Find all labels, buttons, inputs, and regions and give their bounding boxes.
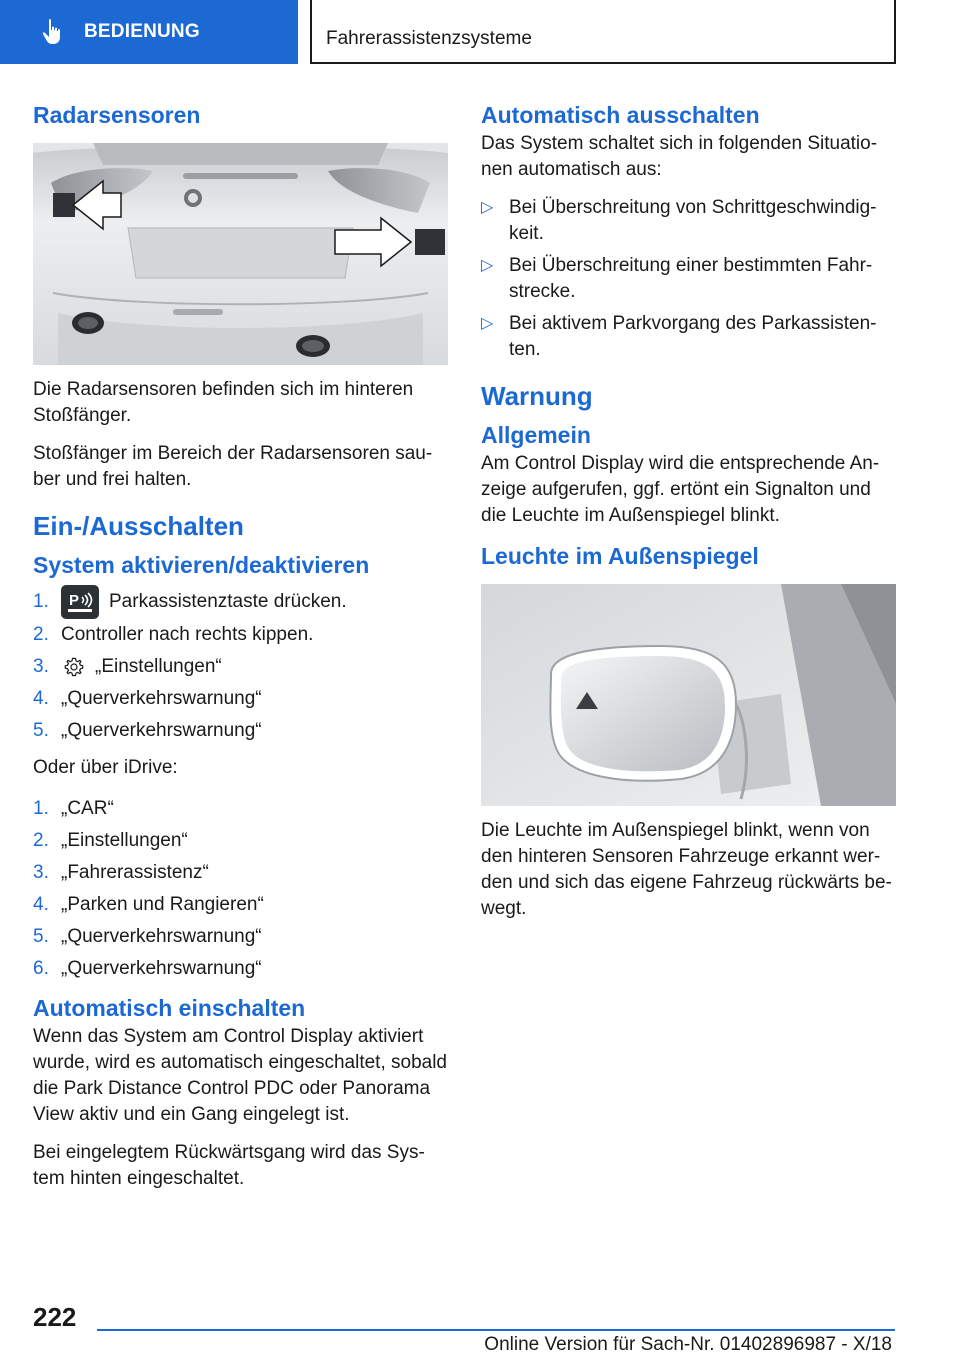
step-text: „Einstellungen“ bbox=[95, 656, 222, 677]
list-item bbox=[33, 585, 448, 619]
step-number: 2. bbox=[33, 624, 49, 645]
bullet-triangle-icon: ▷ bbox=[481, 199, 494, 216]
step-number: 4. bbox=[33, 894, 49, 915]
list-item bbox=[481, 195, 896, 247]
list-item bbox=[481, 311, 896, 363]
step-number: 1. bbox=[33, 798, 49, 819]
step-text: „Fahrerassistenz“ bbox=[61, 862, 209, 883]
paragraph-allgemein: Am Control Display wird die entsprechende An-zeige aufgerufen, ggf. ertönt ein Signalton und die Leuchte im Außenspiegel blinkt. bbox=[481, 453, 880, 526]
heading-radarsensoren: Radarsensoren bbox=[33, 102, 201, 128]
step-number: 3. bbox=[33, 862, 49, 883]
gear-icon bbox=[63, 656, 85, 678]
step-number: 5. bbox=[33, 926, 49, 947]
bullet-text: Bei Überschreitung einer bestimmten Fahr-strecke. bbox=[509, 255, 873, 302]
list-item bbox=[33, 651, 448, 683]
step-number: 6. bbox=[33, 958, 49, 979]
left-column bbox=[33, 98, 448, 1204]
list-item bbox=[33, 953, 448, 985]
step-text: Parkassistenztaste drücken. bbox=[109, 591, 347, 612]
heading-leuchte-aussenspiegel: Leuchte im Außenspiegel bbox=[481, 543, 759, 569]
list-item bbox=[33, 857, 448, 889]
paragraph-oder-idrive: Oder über iDrive: bbox=[33, 757, 178, 778]
bullet-triangle-icon: ▷ bbox=[481, 257, 494, 274]
list-item bbox=[33, 793, 448, 825]
list-item bbox=[33, 619, 448, 651]
paragraph-mirror-light: Die Leuchte im Außenspiegel blinkt, wenn von den hinteren Sensoren Fahrzeuge erkannt wer-den und sich das eigene Fahrzeug rückwärts be-wegt. bbox=[481, 820, 892, 919]
side-mirror-warning-light-illustration bbox=[481, 584, 896, 806]
header-section-tab bbox=[0, 0, 298, 64]
step-number: 5. bbox=[33, 720, 49, 741]
bullet-text: Bei aktivem Parkvorgang des Parkassisten-ten. bbox=[509, 313, 877, 360]
steps-activate-list bbox=[33, 585, 448, 747]
step-text: „Querverkehrswarnung“ bbox=[61, 958, 262, 979]
step-text: „Querverkehrswarnung“ bbox=[61, 688, 262, 709]
heading-system-aktivieren: System aktivieren/deaktivieren bbox=[33, 552, 370, 578]
list-item bbox=[33, 825, 448, 857]
step-text: „Querverkehrswarnung“ bbox=[61, 926, 262, 947]
list-item bbox=[33, 683, 448, 715]
step-text: „CAR“ bbox=[61, 798, 114, 819]
header-chapter-title: Fahrerassistenzsysteme bbox=[326, 28, 532, 49]
heading-automatisch-einschalten: Automatisch einschalten bbox=[33, 995, 306, 1021]
step-number: 2. bbox=[33, 830, 49, 851]
step-text: „Parken und Rangieren“ bbox=[61, 894, 264, 915]
footer-online-version: Online Version für Sach-Nr. 01402896987 - X/18 bbox=[484, 1334, 892, 1355]
list-item bbox=[33, 921, 448, 953]
paragraph-auto-on-2: Bei eingelegtem Rückwärtsgang wird das Sys-tem hinten eingeschaltet. bbox=[33, 1142, 425, 1189]
svg-text:P: P bbox=[69, 592, 80, 609]
bullet-triangle-icon: ▷ bbox=[481, 315, 494, 332]
right-column bbox=[481, 98, 896, 934]
paragraph-auto-on-1: Wenn das System am Control Display aktiviert wurde, wird es automatisch eingeschaltet, sobald die Park Distance Control PDC oder Panorama View aktiv und ein Gang eingelegt ist. bbox=[33, 1026, 448, 1125]
step-text: „Querverkehrswarnung“ bbox=[61, 720, 262, 741]
steps-idrive-list bbox=[33, 793, 448, 985]
paragraph-radar-cleaning: Stoßfänger im Bereich der Radarsensoren sau-ber und frei halten. bbox=[33, 443, 433, 490]
rear-bumper-radar-sensors-illustration bbox=[33, 143, 448, 365]
step-text: „Einstellungen“ bbox=[61, 830, 188, 851]
auto-off-bullet-list bbox=[481, 195, 896, 363]
header-section-title: BEDIENUNG bbox=[84, 21, 200, 42]
heading-allgemein: Allgemein bbox=[481, 422, 591, 448]
page-number: 222 bbox=[33, 1302, 77, 1332]
list-item bbox=[481, 253, 896, 305]
header-chapter-box bbox=[310, 0, 896, 64]
step-number: 3. bbox=[33, 656, 49, 677]
paragraph-auto-off: Das System schaltet sich in folgenden Situatio-nen automatisch aus: bbox=[481, 133, 878, 180]
step-number: 1. bbox=[33, 591, 49, 612]
hand-pointer-icon bbox=[38, 17, 68, 47]
step-number: 4. bbox=[33, 688, 49, 709]
list-item bbox=[33, 889, 448, 921]
list-item bbox=[33, 715, 448, 747]
footer-divider bbox=[97, 1329, 895, 1331]
paragraph-radar-location: Die Radarsensoren befinden sich im hinteren Stoßfänger. bbox=[33, 379, 414, 426]
bullet-text: Bei Überschreitung von Schrittgeschwindig-keit. bbox=[509, 197, 877, 244]
heading-automatisch-ausschalten: Automatisch ausschalten bbox=[481, 102, 760, 128]
heading-warnung: Warnung bbox=[481, 381, 593, 411]
step-text: Controller nach rechts kippen. bbox=[61, 624, 314, 645]
heading-ein-ausschalten: Ein-/Ausschalten bbox=[33, 511, 244, 541]
park-assist-button-icon bbox=[61, 585, 99, 619]
